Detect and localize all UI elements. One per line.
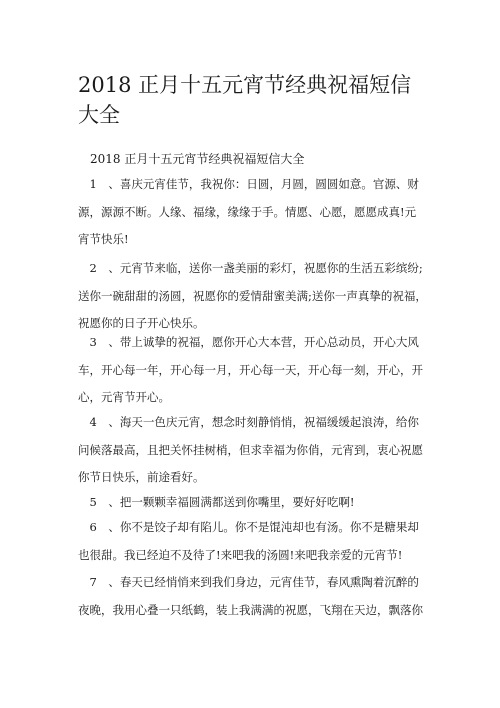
paragraph-4 [78,409,423,492]
paragraph-line: 也很甜。我已经迫不及待了!来吧我的汤圆!来吧我亲爱的元宵节! [78,547,403,562]
paragraph-line: 源，源源不断。人缘、福缘，缘缘于手。情愿、心愿，愿愿成真!元 [78,204,417,219]
paragraph-line: 3 、带上诚挚的祝福，愿你开心大本营，开心总动员，开心大风 [78,335,419,349]
paragraph-line: 6 、你不是饺子却有陷儿。你不是馄沌却也有汤。你不是糖果却 [78,520,419,534]
paragraph-7 [78,569,423,624]
paragraph-line: 夜晚，我用心叠一只纸鹤，装上我满满的祝愿，飞翔在天边，飘落你 [78,602,423,617]
paragraph-line: 4 、海天一色庆元宵，想念时刻静悄悄，祝福缓缓起浪涛，给你 [78,415,419,429]
paragraph-line: 车，开心每一年，开心每一月，开心每一天，开心每一刻，开心，开 [78,362,423,377]
page-title: 2018 正月十五元宵节经典祝福短信大全 [78,73,412,127]
paragraph-line: 7 、春天已经悄悄来到我们身边，元宵佳节，春风熏陶着沉醉的 [78,575,419,589]
paragraph-line: 问候落最高，且把关怀挂树梢，但求幸福为你俏，元宵到，衷心祝愿 [78,442,423,457]
paragraph-6 [78,514,418,569]
paragraph-line: 心，元宵节开心。 [78,390,170,404]
paragraph-line: 5 、把一颗颗幸福圆满都送到你嘴里，要好好吃啊! [78,495,355,509]
document-subtitle: 2018 正月十五元宵节经典祝福短信大全 [90,152,305,166]
paragraph-line: 送你一碗甜甜的汤圆，祝愿你的爱情甜蜜美满;送你一声真挚的祝福， [78,288,427,303]
paragraph-line: 1 、喜庆元宵佳节，我祝你：日圆，月圆，圆圆如意。官源、财 [78,177,419,191]
paragraph-line: 你节日快乐，前途看好。 [78,470,205,484]
paragraph-1 [78,171,418,254]
paragraph-2 [78,255,427,338]
paragraph-5 [78,489,418,517]
paragraph-3 [78,329,423,412]
paragraph-line: 2 、元宵节来临，送你一盏美丽的彩灯，祝愿你的生活五彩缤纷; [78,261,423,275]
paragraph-line: 宵节快乐! [78,232,129,246]
paragraph-line: 祝愿你的日子开心快乐。 [78,316,205,330]
